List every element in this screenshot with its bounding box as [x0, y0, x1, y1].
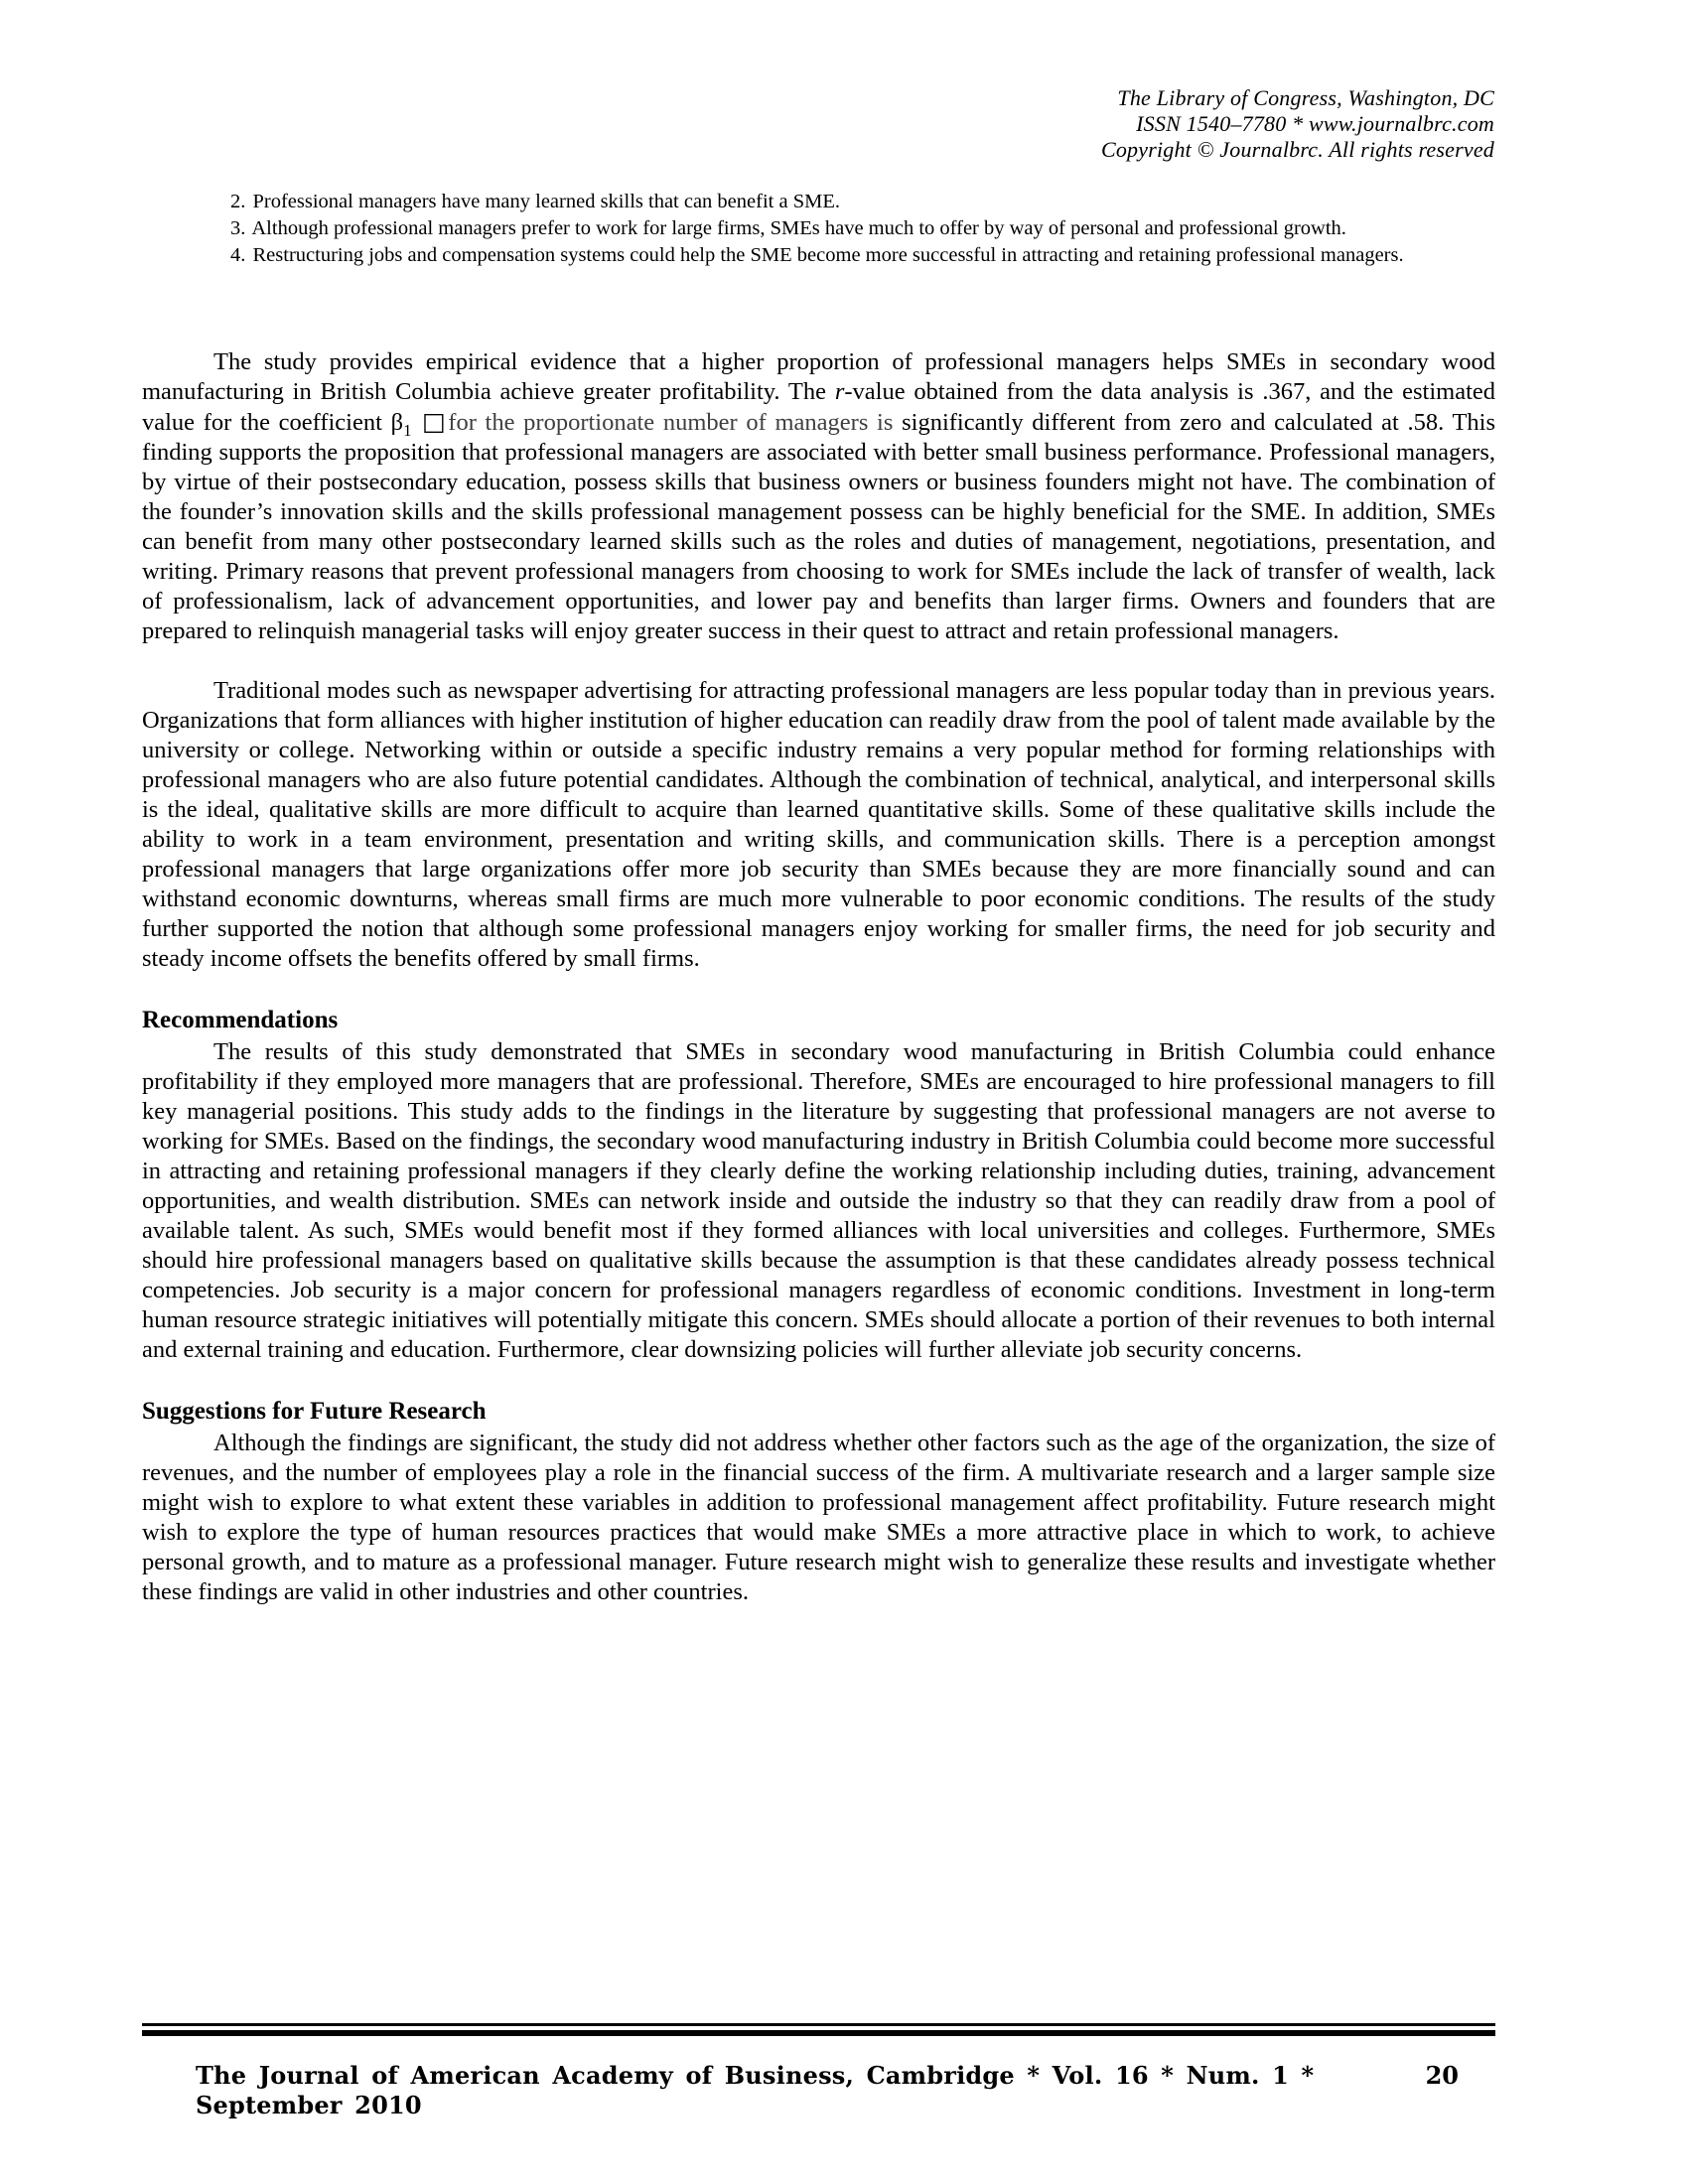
footer-page-number: 20 — [1425, 2061, 1459, 2090]
missing-glyph-box: □ — [411, 407, 449, 436]
copyright-line: Copyright © Journalbrc. All rights reserved — [1100, 137, 1494, 162]
page-footer — [142, 2061, 1495, 2120]
list-item-number: 3. — [230, 217, 246, 239]
p1-light-phrase: for the proportionate number of managers is — [448, 409, 894, 436]
list-item — [230, 189, 1484, 215]
list-item-text: Restructuring jobs and compensation systems could help the SME become more successful in attracting and retaining professional managers. — [252, 244, 1404, 266]
p1-italic-r: r — [834, 378, 845, 405]
list-item — [230, 242, 1484, 269]
issn-line: ISSN 1540–7780 * www.journalbrc.com — [1136, 111, 1494, 136]
future-research-heading: Suggestions for Future Research — [142, 1398, 487, 1425]
paragraph-empirical-evidence — [142, 347, 1495, 646]
beta-subscript: 1 — [403, 420, 412, 440]
list-item-text: Although professional managers prefer to work for large firms, SMEs have much to offer by way of personal and professional growth. — [251, 217, 1346, 239]
paragraph-recommendations: The results of this study demonstrated that SMEs in secondary wood manufacturing in British Columbia could enhance profitability if they employed more managers that are professional. Therefore, SMEs are encouraged to hire professional managers to fill key managerial positions. This study adds to the findings in the literature by suggesting that professional managers are not averse to working for SMEs. Based on the findings, the secondary wood manufacturing industry in British Columbia could become more successful in attracting and retaining professional managers if they clearly define the working relationship including duties, training, advancement opportunities, and wealth distribution. SMEs can network inside and outside the industry so that they can readily draw from a pool of available talent. As such, SMEs would benefit most if they formed alliances with local universities and colleges. Furthermore, SMEs should hire professional managers based on qualitative skills because the assumption is that these candidates already possess technical competencies. Job security is a major concern for professional managers regardless of economic conditions. Investment in long-term human resource strategic initiatives will potentially mitigate this concern. SMEs should allocate a portion of their revenues to both internal and external training and education. Furthermore, clear downsizing policies will further alleviate job security concerns. — [142, 1038, 1495, 1363]
footer-journal-line: The Journal of American Academy of Business, Cambridge * Vol. 16 * Num. 1 * September 2010 — [196, 2061, 1315, 2119]
p1-run: -value obtained from the data analysis is .367, and the estimated value for the coefficient β — [142, 378, 1495, 436]
article-body — [142, 347, 1495, 1607]
list-item-number: 4. — [230, 244, 246, 266]
paragraph-future-research: Although the findings are significant, the study did not address whether other factors such as the age of the organization, the size of revenues, and the number of employees play a role in the financial success of the firm. A multivariate research and a larger sample size might wish to explore to what extent these variables in addition to professional management affect profitability. Future research might wish to explore the type of human resources practices that would make SMEs a more attractive place in which to work, to achieve personal growth, and to mature as a professional manager. Future research might wish to generalize these results and investigate whether these findings are valid in other industries and other countries. — [142, 1430, 1495, 1605]
list-item-number: 2. — [230, 191, 246, 212]
list-item — [230, 215, 1484, 242]
footer-divider — [142, 2023, 1495, 2036]
p1-run: The study provides empirical evidence that a higher proportion of professional managers helps SMEs in secondary wood manufacturing in British Columbia achieve greater profitability. The — [142, 348, 1495, 405]
list-item-text: Professional managers have many learned skills that can benefit a SME. — [252, 191, 840, 212]
publisher-header — [596, 85, 1494, 163]
recommendations-heading: Recommendations — [142, 1007, 339, 1033]
paragraph-traditional-modes: Traditional modes such as newspaper advertising for attracting professional managers are less popular today than in previous years. Organizations that form alliances with higher institution of higher education can readily draw from the pool of talent made available by the university or college. Networking within or outside a specific industry remains a very popular method for forming relationships with professional managers who are also future potential candidates. Although the combination of technical, analytical, and interpersonal skills is the ideal, qualitative skills are more difficult to acquire than learned quantitative skills. Some of these qualitative skills include the ability to work in a team environment, presentation and writing skills, and communication skills. There is a perception amongst professional managers that large organizations offer more job security than SMEs because they are more financially sound and can withstand economic downturns, whereas small firms are much more vulnerable to poor economic conditions. The results of the study further supported the notion that although some professional managers enjoy working for smaller firms, the need for job security and steady income offsets the benefits offered by small firms. — [142, 677, 1495, 972]
p1-run: significantly different from zero and calculated at .58. This finding supports the proposition that professional managers are associated with better small business performance. Professional managers, by virtue of their postsecondary education, possess skills that business owners or business founders might not have. The combination of the founder’s innovation skills and the skills professional management possess can be highly beneficial for the SME. In addition, SMEs can benefit from many other postsecondary learned skills such as the roles and duties of management, negotiations, presentation, and writing. Primary reasons that prevent professional managers from choosing to work for SMEs include the lack of transfer of wealth, lack of professionalism, lack of advancement opportunities, and lower pay and benefits than larger firms. Owners and founders that are prepared to relinquish managerial tasks will enjoy greater success in their quest to attract and retain professional managers. — [142, 409, 1495, 644]
publisher-line: The Library of Congress, Washington, DC — [1117, 85, 1494, 110]
numbered-list — [230, 189, 1484, 269]
